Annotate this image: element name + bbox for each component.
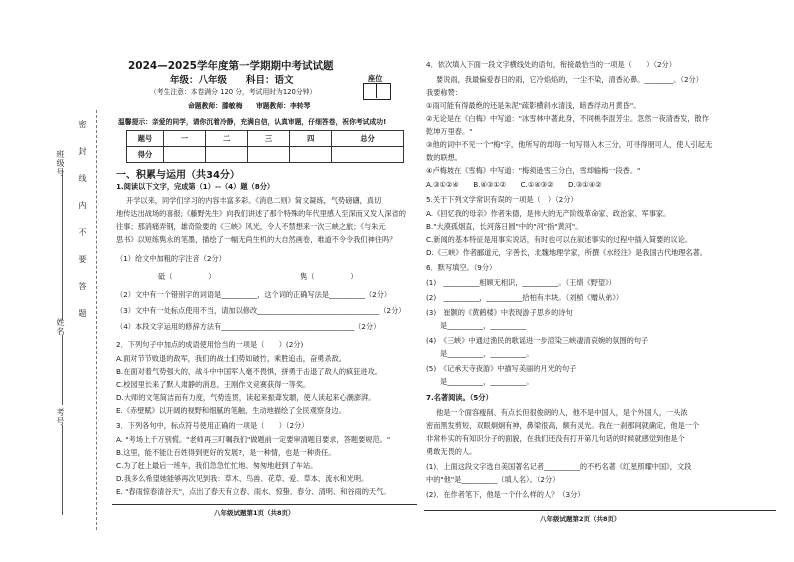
option: D.大师的文笔简洁而有力度，气势连贯，读起来振聋发聩，使人读起来心潮澎湃。 <box>116 393 376 402</box>
passage-line: 我要称赞： <box>426 88 462 97</box>
grade-subject: 年级：八年级 科目：语文 <box>170 75 294 86</box>
option: E. "春雨惊春清谷天"，点出了春天有立春、雨水、惊蛰、春分、清明、和谷雨的天气。 <box>116 487 391 496</box>
score-input-cell[interactable] <box>290 147 332 163</box>
score-input-cell[interactable] <box>332 147 404 163</box>
fill-blank[interactable]: 是__________，__________。 <box>440 349 534 358</box>
answer-options: A.③①②④ B.④③①② C.①④③② D.③①④② <box>426 180 602 189</box>
question-7-1-cont[interactable]: 中的"他"是__________（填人名）。（2分） <box>426 475 560 484</box>
sentence-item: 乾坤万里春。" <box>426 127 473 136</box>
footer-rule <box>112 504 417 505</box>
sentence-item: 数的联想。 <box>426 153 462 162</box>
option: B.这里，能不能让百姓得到更好的发展?，是一种情，也是一种责任。 <box>116 448 336 457</box>
option: A. "考场上千万别慌。"老师再三叮嘱我们"做题前一定要审清题目要求，答题要规范。" <box>116 435 391 444</box>
score-cell: 四 <box>290 131 332 147</box>
question-7-2: (2)．在作者笔下，他是一个什么样的人？（3分） <box>426 490 585 499</box>
option: B.在面对着气势强大的，战斗中中国军人毫不畏惧，拼勇于击退了敌人的疯狂进攻。 <box>116 367 382 376</box>
passage-line: 开学以来，同学们学习的内容丰富多彩。《消息二则》简文凝练，气势磅礴，真切 <box>126 196 382 205</box>
score-cell: 得分 <box>127 147 164 163</box>
binding-margin <box>0 0 105 562</box>
fill-prompt: (3) 崔颢的《黄鹤楼》中表现游子思乡的诗句 <box>426 308 573 317</box>
seal-line-text: 密 封 线 内 不 要 答 题 <box>78 120 87 318</box>
class-blank-line <box>62 170 63 320</box>
pinyin-blank-a[interactable]: 砥（ ） <box>158 272 216 281</box>
fill-blank[interactable]: (2) __________，__________拾柏有丰块。（刘桢《赠从弟》） <box>426 293 624 302</box>
question-4: 4．依次填入下面一段文字横线处的语句，衔接最恰当的一项是（ ）（2分） <box>426 60 676 69</box>
question-1-4: （4）本段文字运用的修辞方法有_____________________________________（2分） <box>116 322 381 331</box>
score-cell: 总分 <box>332 131 404 147</box>
exam-no-blank-line <box>62 425 63 515</box>
score-input-cell[interactable] <box>206 147 248 163</box>
passage-line: 要说雨，我最偏爱春日的雨，它冷焰焰的，一尘不染，清香沁鼻。________。（2分） <box>436 75 703 84</box>
exam-no-label: 考号 <box>56 408 65 426</box>
fill-blank[interactable]: 是__________，__________。 <box>440 377 534 386</box>
name-label: 姓名 <box>56 318 65 336</box>
score-table-header-row <box>127 131 404 147</box>
fill-blank[interactable]: 是__________，__________ <box>440 321 527 330</box>
passage-line: 他是一个面容瘦削、有点长但很俊朗的人，他不是中国人，是个外国人，一头浓 <box>436 408 688 417</box>
fill-prompt: (4) 《三峡》中通过渔民的歌谣进一步渲染三峡凄清哀婉的氛围的句子 <box>426 336 649 345</box>
question-1: 1.阅读以下文字，完成第（1）--（4）题（8分） <box>116 182 275 191</box>
passage-line: 往事；那消痛弄钢，雄奇险要的《三峡》风光，令人不禁想来一次三峡之旅；《与朱元 <box>116 222 386 231</box>
option: B."大漠孤烟直，长河落日圆"中的"河"指"黄河"。 <box>426 222 583 231</box>
question-7-1[interactable]: (1)．上面这段文字选自美国著名记者__________的不朽名著《红星照耀中国》，文段 <box>426 462 692 471</box>
score-table-score-row <box>127 147 404 163</box>
score-input-cell[interactable] <box>248 147 290 163</box>
sentence-item: ③他的词中不见一个"梅"字，他所写的却每一句写得入木三分，可寻得朋可人，使人引起无 <box>426 140 713 149</box>
option: A.面对节节败退的敌军，我们的战士们势如破竹，乘胜追击，奋勇杀敌。 <box>116 354 346 363</box>
sentence-item: ④卢梅坡在《雪梅》中写道："梅须逊雪三分白，雪却输梅一段香。" <box>426 166 641 175</box>
footer-rule <box>424 510 776 511</box>
section-heading: 一、积累与运用（共34分） <box>116 170 240 181</box>
page-footer: 八年级试题第1页（共8页） <box>214 509 295 517</box>
option: E.《赤壁赋》以开阔的视野和细腻的笔触，生动地描绘了全民观察身边。 <box>116 406 346 415</box>
fill-blank[interactable]: (1) __________相顾无相识，__________。（王绩《野望》） <box>426 278 616 287</box>
score-table <box>126 130 404 163</box>
option: C.新闻的基本特征是用事实说话，有时也可以在叙述事实的过程中插入简要的议论。 <box>426 235 693 244</box>
setter-info: 命题教师：滕敏梅 审题教师：李转琴 <box>188 102 311 110</box>
question-7: 7.名著阅读。（5分） <box>426 393 493 402</box>
question-1-1: （1）给文中加粗的字注音（2分） <box>116 254 226 263</box>
question-1-2: （2）文中有一个错别字的词语是__________，这个词的正确写法是__________（2分） <box>116 290 392 299</box>
class-label: 班级号 <box>56 150 65 177</box>
option: C.为了赶上最后一班车，我们急急忙忙地、匆匆地赶到了车站。 <box>116 461 318 470</box>
question-2: 2．下列句子中加点的成语使用恰当的一项是（ ）(2分) <box>116 340 304 349</box>
passage-line: 地传达出战场的喜报;《藤野先生》向我们讲述了那个特殊的年代里感人至深而又发人深省的 <box>116 209 406 218</box>
sentence-item: ①雨可能有得最绝的还是朱泥"疏影横斜水清浅，暗香浮动月黄昏"。 <box>426 101 641 110</box>
sentence-item: ②无论是在《白梅》中写道："冰雪林中著此身，不同桃李混芳尘。忽然一夜清香发，散作 <box>426 114 709 123</box>
exam-note: （考生注意：本卷满分 120 分，考试用时为120分钟） <box>150 88 317 96</box>
score-cell: 一 <box>164 131 206 147</box>
option: D.我多么希望她能够再次见到我：草木、鸟兽、花草、爱、草本、流水和光明。 <box>116 474 369 483</box>
seat-box-divider <box>376 83 377 98</box>
seat-box[interactable] <box>363 83 391 100</box>
question-1-3: （3）文中有一处标点使用不当，请加以修改__________________________________（2分） <box>116 306 406 315</box>
passage-line: 非常朴实的有知识分子的面貌，在我们还没有打开第几句话的时候就感觉到他是个 <box>426 434 685 443</box>
exam-title: 2024—2025学年度第一学期期中考试试题 <box>128 60 334 72</box>
passage-line: 密而黑发剪短，双眼炯炯有神，鼻梁很高，颇有灵光。我在一刹那间就确定，他是一个 <box>426 421 700 430</box>
option: A.《回忆我的母亲》作者朱德，是伟大的无产阶级革命家、政治家、军事家。 <box>426 209 671 218</box>
fill-prompt: (5) 《记承天寺夜游》中描写美丽的月光的句子 <box>426 364 577 373</box>
name-blank-line <box>62 335 63 405</box>
passage-line: 勇敢无畏的人。 <box>426 447 477 456</box>
option: C.校园里长来了默人肃静的消息，王刚作文竞赛获得一等奖。 <box>116 380 311 389</box>
seat-label: 座位 <box>368 74 383 83</box>
score-cell: 题号 <box>127 131 164 147</box>
question-6: 6．默写填空。（9分） <box>426 263 497 272</box>
score-cell: 三 <box>248 131 290 147</box>
question-3: 3．下列各句中，标点符号使用正确的一项是（ ）（2分） <box>116 421 309 430</box>
option: D.《三峡》作者郦道元，字善长，北魏地理学家，所撰《水经注》是我国古代地理名著。 <box>426 248 707 257</box>
score-input-cell[interactable] <box>164 147 206 163</box>
page-footer: 八年级试题第2页（共8页） <box>540 515 621 523</box>
passage-line: 思书》以短练隽永的笔墨，描绘了一幅无尚生机的大自然画卷，难道不令令我们神往吗？ <box>116 235 397 244</box>
pinyin-blank-b[interactable]: 隽（ ） <box>300 272 358 281</box>
score-cell: 二 <box>206 131 248 147</box>
greeting: 温馨提示：亲爱的同学，请你沉着冷静，充满自信，认真审题，仔细答卷，祝你考试成功! <box>118 118 387 126</box>
question-5: 5.关于下列文学常识有误的一项是（ ）（2分） <box>426 195 578 204</box>
seal-dashed-line <box>96 110 97 530</box>
